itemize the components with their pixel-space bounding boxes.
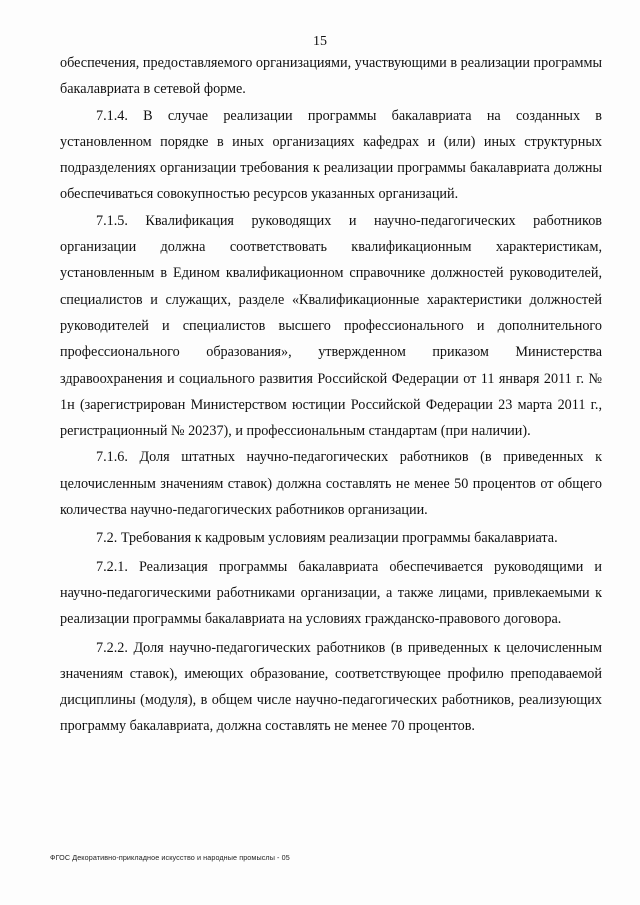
page-footer: ФГОС Декоративно-прикладное искусство и народные промыслы - 05 — [50, 853, 290, 862]
paragraph-7-1-5: 7.1.5. Квалификация руководящих и научно-педагогических работников организации должна соответствовать квалификационным характеристикам, установленным в Едином квалификационном справочнике должностей руководителей, специалистов и служащих, разделе «Квалификационные характеристики должностей руководителей и специалистов высшего профессионального и дополнительного профессионального образования», утвержденном приказом Министерства здравоохранения и социального развития Российской Федерации от 11 января 2011 г. № 1н (зарегистрирован Министерством юстиции Российской Федерации 23 марта 2011 г., регистрационный № 20237), и профессиональным стандартам (при наличии). — [60, 212, 602, 440]
paragraph-7-1-6: 7.1.6. Доля штатных научно-педагогических работников (в приведенных к целочисленным значениям ставок) должна составлять не менее 50 процентов от общего количества научно-педагогических работников организации. — [60, 449, 602, 519]
document-body — [60, 50, 602, 740]
paragraph-7-2: 7.2. Требования к кадровым условиям реализации программы бакалавриата. — [96, 530, 558, 547]
paragraph-7-1-4: 7.1.4. В случае реализации программы бакалавриата на созданных в установленном порядке в иных организациях кафедрах и (или) иных структурных подразделениях организации требования к реализации программы бакалавриата должны обеспечиваться совокупностью ресурсов указанных организаций. — [60, 107, 602, 203]
paragraph-continuation: обеспечения, предоставляемого организациями, участвующими в реализации программы бакалавриата в сетевой форме. — [60, 55, 602, 98]
page-number: 15 — [313, 34, 327, 49]
paragraph-7-2-2: 7.2.2. Доля научно-педагогических работников (в приведенных к целочисленным значениям ставок), имеющих образование, соответствующее профилю преподаваемой дисциплины (модуля), в общем числе научно-педагогических работников, реализующих программу бакалавриата, должна составлять не менее 70 процентов. — [60, 639, 602, 735]
paragraph-7-2-1: 7.2.1. Реализация программы бакалавриата обеспечивается руководящими и научно-педагогическими работниками организации, а также лицами, привлекаемыми к реализации программы бакалавриата на условиях гражданско-правового договора. — [60, 558, 602, 628]
